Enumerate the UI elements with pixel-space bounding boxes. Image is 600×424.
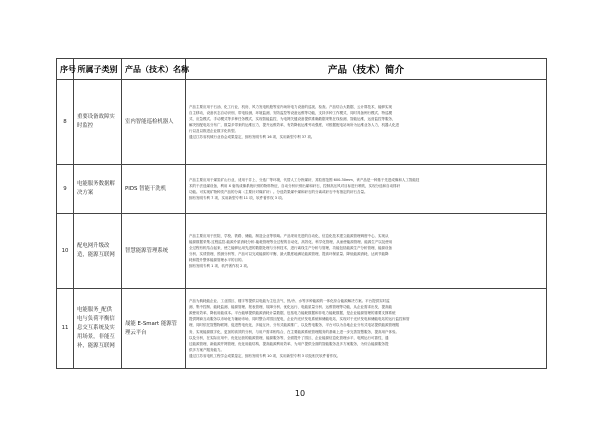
description-line: 源使用效率，降低用能成本。平台能够提供能源消耗计量数据，包括电力能耗数据和非电力能耗数据，是企业能源管理的重要支撑系统	[189, 311, 396, 316]
category-line: 息交互系统及实	[77, 325, 115, 331]
row-description	[186, 165, 547, 214]
row-product: 智慧能源管理系统	[122, 214, 186, 289]
category-line: 决方案	[77, 190, 94, 196]
row-product: PIDS 智能干洗机	[122, 165, 186, 214]
row-number: 8	[57, 80, 74, 165]
description-line: 务，实现能源数字化，更加的高效的分析，与用户需求相结合，在主要能源系统管理服务的基础上进一步完善智慧服务，提高用户体验。	[189, 329, 399, 334]
header-category: 所属子类别	[74, 59, 122, 80]
description-line: 通过江苏省机械行业协会成果鉴定，拥有发明专利 16 项，实用新型专利 37 项。	[189, 135, 315, 140]
category-line: 重要设备故障实	[77, 114, 115, 120]
category-line: 时监控	[77, 123, 94, 129]
row-category	[74, 80, 122, 165]
description-line: 解决因配电站分布广，数量多带来的运维压力，提升运维效率，有效降低运维劳动强度，可根据配电站场所为运维业务人力，机器人化进	[189, 123, 399, 127]
row-category	[74, 289, 122, 369]
category-line: 电与负荷平衡信	[77, 316, 115, 322]
header-no: 序号	[57, 59, 74, 80]
description-line: 产品主要应用于煤炭矿山行业，适用于井上、分选厂等环境，代替人工分拣煤矸，其粒度范围 600-30mm，该产品是一种基于先进成像和人工智能技	[189, 177, 420, 182]
row-number: 10	[57, 214, 74, 289]
table-row	[57, 289, 547, 369]
category-line: 造，能源互联网	[77, 252, 115, 258]
description-line: 供多方案产服务能力。	[189, 347, 224, 352]
header-product: 产品（技术）名称	[122, 59, 186, 80]
description-line: 理，同时依托智慧物联网，促进售电优化，多能互补，分布式能源推广，以及售电服务，平台可以为各地企业分布式电站提供能源管理服	[189, 323, 399, 328]
description-line: 式、应急模式、手动模式等多种任务模式，实现智能监控，为电网关键设备提供准确数据采集在线检测，智能运维，运营监控等服务，	[189, 116, 396, 121]
description-line: 产品主要应用于石油、化工行业，机房、风力发电机舱等室内场所电力设备的巡视、检查。产品结合大数据、云计算技术，能够实现	[189, 104, 392, 109]
description-line: 分析、实绩管理、预测分析等，产品可以完成能源的平衡、最大限度地满足能源管理，提高环保质量、降低能源消耗，达到节能降	[189, 252, 389, 256]
category-line: 电能服务_配供	[77, 307, 113, 313]
description-line: 拥有发明专利 7 项，实用新型专利 11 项，软件著作权 3 项。	[189, 196, 286, 201]
row-category	[74, 214, 122, 289]
description-line: 测、集中控制、能耗监测、能源管理、报表管理、故障分析、优化运行、电能质量分析、运维管理等功能，从企业需求出发，提高能	[189, 305, 392, 310]
category-line: 用场景，非能互	[77, 334, 115, 340]
category-line: 补，能源互联网	[77, 343, 115, 349]
description-line: 术的干法选煤设备，利用 X 射线成像系统识别的物料特征，自动分析识别出煤和矸石，控制高压风对目标进行喷吹，实现分选和自动排矸	[189, 183, 401, 188]
description-line: 过能源管理、新能源并网管理，优化用能结构，提高能源利用效率，为用户提供全面的智能服务及多方案服务，为综合能源服务提	[189, 341, 389, 346]
row-description	[186, 214, 547, 289]
description-line: 产品为典耗能企业、工业园区、楼宇等提供以电能为主包含气、热/冷、水等多种能源的一体化综合能源解决方案。平台提供实时监	[189, 299, 390, 304]
description-line: 以及分析，在实际应用中，优化运营的能源管理，能源服务等，全面提升了园区、企业能源信息化管理水平，电网运行可靠性，通	[189, 335, 389, 340]
row-category	[74, 165, 122, 214]
description-line: 功能。可实现矿物种类产品的分离（主要针对煤矿矸）。分选效果煤中煤和矸石的分离或矸石中有指定的矸石含量。	[189, 190, 368, 194]
description-line: 产品主要应用于医院、学校、铁路、储能、制造企业等领域。产品采用先进的自动化、信息化技术建立能源管理调度中心，实现从	[189, 233, 389, 238]
description-line: 自主移动，设备状态自动识别，带电检测，环境监测，安防监控等设备运维等功能，支持多种工作模式，同时具备例行模式、特巡模	[189, 110, 392, 115]
description-line: 能源数据采集-过程监控-能源介质消耗分析-能耗管理等全过程的自动化，高效化、科学化管理，从而使能源管理、能源生产以及使用	[189, 239, 393, 244]
category-line: 电能服务数据解	[77, 181, 115, 187]
row-number: 11	[57, 289, 74, 369]
description-line: 拥有发明专利 1 项，软件著作权 2 项。	[189, 264, 251, 269]
description-line: 提供网商互动服务以市场化力辅助市场，同时整合对园区配电，企业内光伏发电系统和储能电站，实现对于光伏发电和储能电站的运行监控和管	[189, 317, 410, 322]
description-line: 行以及以推进企业数字化转型。	[189, 129, 238, 134]
product-table	[56, 58, 547, 369]
row-description	[186, 80, 547, 165]
description-line: 通过江苏省电机工程学会成果鉴定，拥有发明专利 10 项，实用新型专利 3 项及相关软件著作权。	[189, 353, 341, 358]
table-row	[57, 165, 547, 214]
page-number: 10	[294, 389, 306, 398]
header-summary: 产品（技术）简介	[186, 59, 547, 80]
table-header-row	[57, 59, 547, 80]
row-number: 9	[57, 165, 74, 214]
row-description	[186, 289, 547, 369]
row-product: 晟能 E-Smart 能源管理云平台	[122, 289, 186, 369]
category-line: 配电网升级改	[77, 243, 110, 249]
description-line: 全过程有机结合起来，使之能够运用先进的数据处理与分析技术，进行离线生产分析与管理，功能包括能源生产分析管理、能源设备	[189, 245, 392, 250]
table-row	[57, 80, 547, 165]
description-line: 耗和提升整体能源管理水平的目的。	[189, 258, 245, 263]
row-product: 室内智能巡检机器人	[122, 80, 186, 165]
table-row	[57, 214, 547, 289]
